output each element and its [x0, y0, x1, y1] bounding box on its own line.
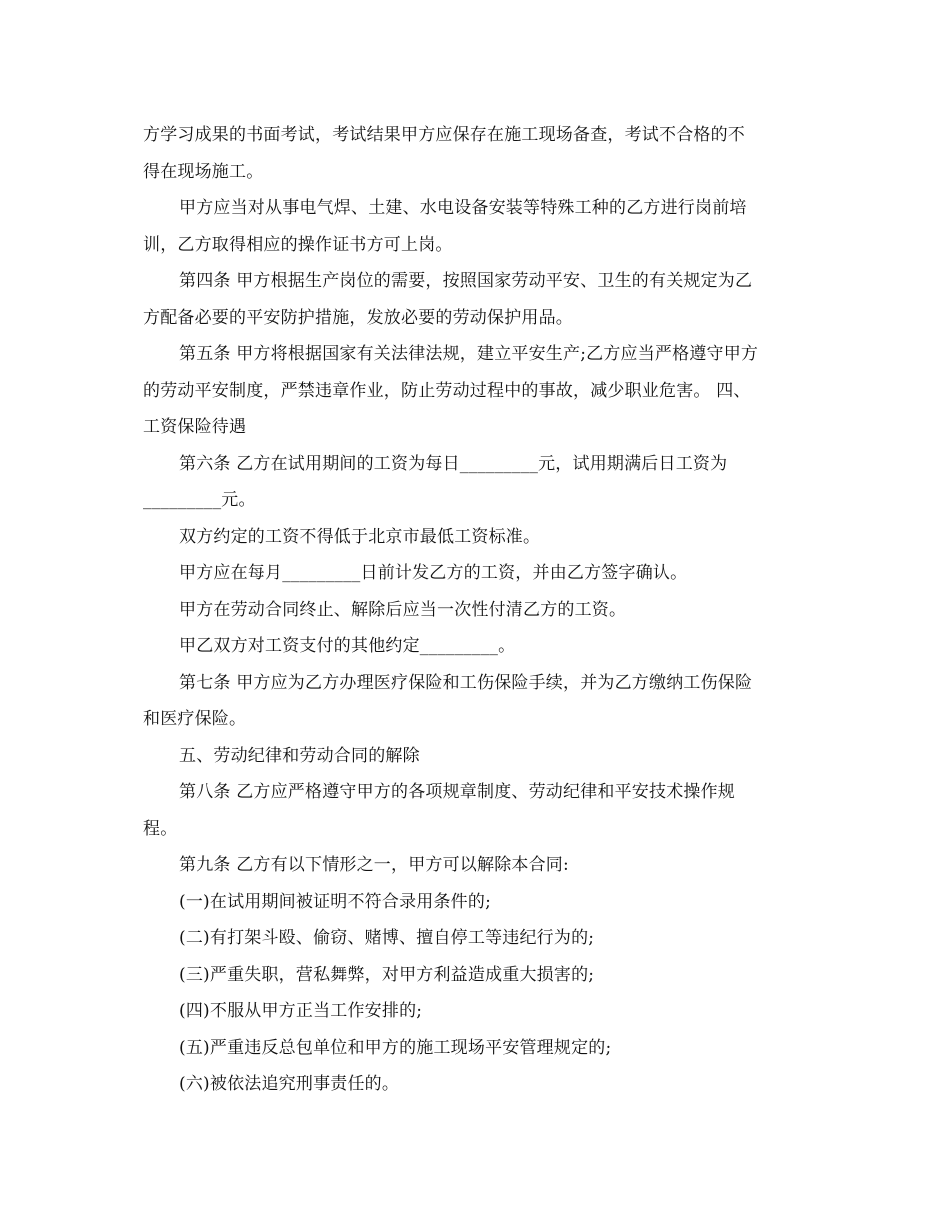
text-line: 第五条 甲方将根据国家有关法律法规，建立平安生产;乙方应当严格遵守甲方: [179, 344, 759, 364]
text-line: 方配备必要的平安防护措施，发放必要的劳动保护用品。: [143, 307, 573, 328]
list-item: (四)不服从甲方正当工作安排的;: [179, 1001, 423, 1021]
list-item: (五)严重违反总包单位和甲方的施工现场平安管理规定的;: [179, 1037, 612, 1058]
text-line: 甲方应当对从事电气焊、土建、水电设备安装等特殊工种的乙方进行岗前培: [179, 198, 747, 218]
list-item: (六)被依法追究刑事责任的。: [179, 1074, 400, 1094]
text-line: 第九条 乙方有以下情形之一，甲方可以解除本合同:: [179, 855, 569, 875]
text-line: 第四条 甲方根据生产岗位的需要，按照国家劳动平安、卫生的有关规定为乙: [179, 271, 753, 291]
section-heading: 五、劳动纪律和劳动合同的解除: [179, 745, 420, 766]
text-line: 的劳动平安制度，严禁违章作业，防止劳动过程中的事故，减少职业危害。 四、: [143, 380, 751, 401]
text-line: 双方约定的工资不得低于北京市最低工资标准。: [179, 526, 541, 547]
text-line: 得在现场施工。: [143, 161, 264, 182]
text-line: 第六条 乙方在试用期间的工资为每日_________元，试用期满后日工资为: [179, 453, 728, 474]
text-line: 工资保险待遇: [143, 417, 247, 437]
text-line: _________元。: [143, 490, 256, 510]
list-item: (一)在试用期间被证明不符合录用条件的;: [179, 891, 491, 912]
text-line: 方学习成果的书面考试，考试结果甲方应保存在施工现场备查，考试不合格的不: [143, 125, 745, 145]
text-line: 甲方在劳动合同终止、解除后应当一次性付清乙方的工资。: [179, 599, 627, 620]
list-item: (三)严重失职，营私舞弊，对甲方利益造成重大损害的;: [179, 964, 595, 985]
text-line: 甲方应在每月_________日前计发乙方的工资，并由乙方签字确认。: [179, 563, 688, 583]
text-line: 第八条 乙方应严格遵守甲方的各项规章制度、劳动纪律和平安技术操作规: [179, 782, 736, 802]
list-item: (二)有打架斗殴、偷窃、赌博、擅自停工等违纪行为的;: [179, 928, 595, 948]
text-line: 第七条 甲方应为乙方办理医疗保险和工伤保险手续，并为乙方缴纳工伤保险: [179, 672, 753, 693]
text-line: 程。: [143, 818, 178, 839]
text-line: 甲乙双方对工资支付的其他约定_________。: [179, 636, 516, 656]
text-line: 和医疗保险。: [143, 709, 247, 729]
document-body: [143, 117, 808, 1103]
text-line: 训，乙方取得相应的操作证书方可上岗。: [143, 234, 453, 255]
